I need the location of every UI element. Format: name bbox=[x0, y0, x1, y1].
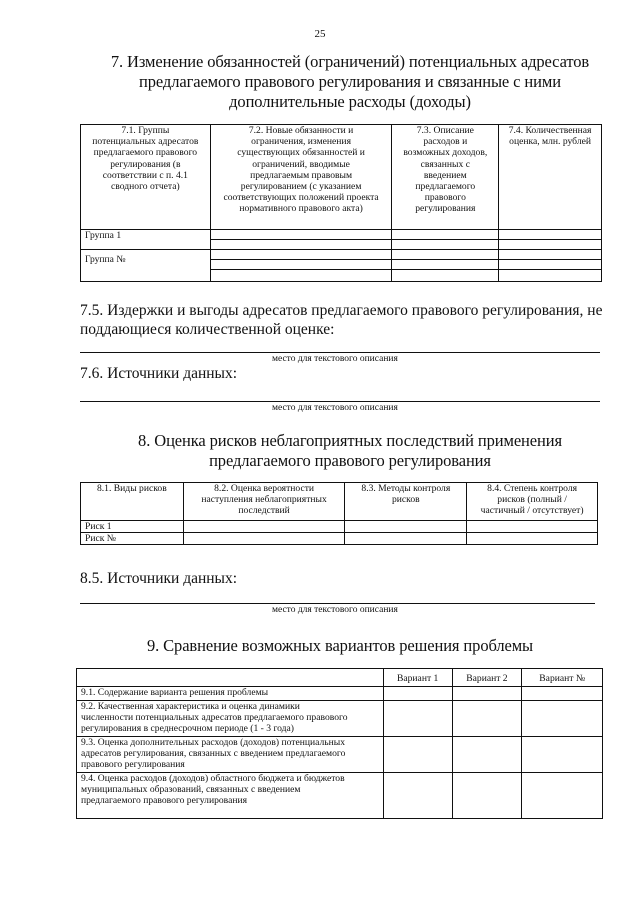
section-8-title-line: предлагаемого правового регулирования bbox=[209, 451, 491, 470]
risks-table bbox=[80, 482, 598, 545]
options-comparison-table bbox=[76, 668, 603, 819]
section-9-title-line: 9. Сравнение возможных вариантов решения проблемы bbox=[146, 636, 534, 655]
section-7-title-line: предлагаемого правового регулирования и связанные с ними bbox=[139, 72, 561, 91]
col-header-groups: 7.1. Группы потенциальных адресатов предлагаемого правового регулирования (в соответствии с п. 4.1 сводного отчета) bbox=[81, 125, 211, 230]
table-cell bbox=[383, 701, 452, 737]
col-header-probability: 8.2. Оценка вероятности наступления неблагоприятных последствий bbox=[183, 483, 345, 521]
table-cell bbox=[345, 521, 467, 533]
table-cell bbox=[452, 701, 522, 737]
table-cell bbox=[452, 773, 522, 819]
table-row-label: Риск № bbox=[81, 533, 184, 545]
table-row-label: 9.4. Оценка расходов (доходов) областного бюджета и бюджетов муниципальных образований, связанных с введением предлагаемого правового регулирования bbox=[77, 773, 384, 819]
text-description-line bbox=[80, 352, 600, 353]
table-cell bbox=[392, 250, 499, 260]
col-header-expenses-description: 7.3. Описание расходов и возможных доходов, связанных с введением предлагаемого правового регулирования bbox=[392, 125, 499, 230]
table-cell bbox=[210, 270, 392, 282]
table-cell bbox=[522, 687, 603, 701]
page-number: 25 bbox=[314, 28, 326, 40]
table-cell bbox=[383, 687, 452, 701]
col-header-variant-2: Вариант 2 bbox=[452, 669, 522, 687]
table-cell bbox=[467, 533, 598, 545]
text-description-placeholder: место для текстового описания bbox=[272, 354, 398, 364]
section-8-5-title: 8.5. Источники данных: bbox=[80, 570, 238, 587]
table-cell bbox=[210, 240, 392, 250]
col-header-variant-n: Вариант № bbox=[522, 669, 603, 687]
section-7-5-title bbox=[80, 301, 603, 339]
table-row-label: Группа № bbox=[81, 250, 211, 282]
section-7-6-title: 7.6. Источники данных: bbox=[80, 365, 238, 382]
table-cell bbox=[392, 230, 499, 240]
table-cell bbox=[383, 773, 452, 819]
table-cell bbox=[210, 260, 392, 270]
table-row-label: 9.3. Оценка дополнительных расходов (доходов) потенциальных адресатов регулирования, связанных с введением предлагаемого правового регулирования bbox=[77, 737, 384, 773]
table-cell bbox=[499, 270, 602, 282]
table-cell bbox=[522, 701, 603, 737]
table-cell bbox=[522, 737, 603, 773]
section-7-title-line: 7. Изменение обязанностей (ограничений) потенциальных адресатов bbox=[110, 52, 590, 71]
table-cell bbox=[452, 737, 522, 773]
obligations-table bbox=[80, 124, 602, 282]
section-9-title bbox=[80, 636, 600, 656]
col-header-control-degree: 8.4. Степень контроля рисков (полный / частичный / отсутствует) bbox=[467, 483, 598, 521]
col-header-variant-1: Вариант 1 bbox=[383, 669, 452, 687]
col-header-control-methods: 8.3. Методы контроля рисков bbox=[345, 483, 467, 521]
table-cell bbox=[392, 270, 499, 282]
text-description-placeholder: место для текстового описания bbox=[272, 403, 398, 413]
table-row-label: Группа 1 bbox=[81, 230, 211, 250]
section-7-title-line: дополнительные расходы (доходы) bbox=[229, 92, 471, 111]
table-cell bbox=[499, 230, 602, 240]
table-cell bbox=[392, 260, 499, 270]
text-description-placeholder: место для текстового описания bbox=[272, 605, 398, 615]
table-cell bbox=[383, 737, 452, 773]
table-cell bbox=[392, 240, 499, 250]
col-header-quantitative-estimate: 7.4. Количественная оценка, млн. рублей bbox=[499, 125, 602, 230]
table-cell bbox=[210, 230, 392, 240]
table-cell bbox=[499, 250, 602, 260]
table-row-label: Риск 1 bbox=[81, 521, 184, 533]
table-cell bbox=[183, 533, 345, 545]
section-7-5-title-line: 7.5. Издержки и выгоды адресатов предлагаемого правового регулирования, не bbox=[80, 302, 603, 319]
table-cell bbox=[467, 521, 598, 533]
table-cell bbox=[452, 687, 522, 701]
table-cell bbox=[77, 669, 384, 687]
text-description-line bbox=[80, 401, 600, 402]
col-header-risk-types: 8.1. Виды рисков bbox=[81, 483, 184, 521]
col-header-new-obligations: 7.2. Новые обязанности и ограничения, изменения существующих обязанностей и ограничений, вводимые предлагаемым правовым регулированием (с указанием соответствующих положений проекта нормативного правового акта) bbox=[210, 125, 392, 230]
text-description-line bbox=[80, 603, 595, 604]
table-cell bbox=[345, 533, 467, 545]
section-8-title-line: 8. Оценка рисков неблагоприятных последствий применения bbox=[138, 431, 562, 450]
section-8-title bbox=[130, 431, 570, 471]
table-cell bbox=[499, 260, 602, 270]
table-cell bbox=[499, 240, 602, 250]
table-cell bbox=[522, 773, 603, 819]
section-7-title bbox=[110, 52, 590, 112]
table-cell bbox=[210, 250, 392, 260]
table-row-label: 9.1. Содержание варианта решения проблемы bbox=[77, 687, 384, 701]
section-7-5-title-line: поддающиеся количественной оценке: bbox=[80, 321, 335, 338]
table-cell bbox=[183, 521, 345, 533]
table-row-label: 9.2. Качественная характеристика и оценка динамики численности потенциальных адресатов предлагаемого правового регулирования в среднесрочном периоде (1 - 3 года) bbox=[77, 701, 384, 737]
